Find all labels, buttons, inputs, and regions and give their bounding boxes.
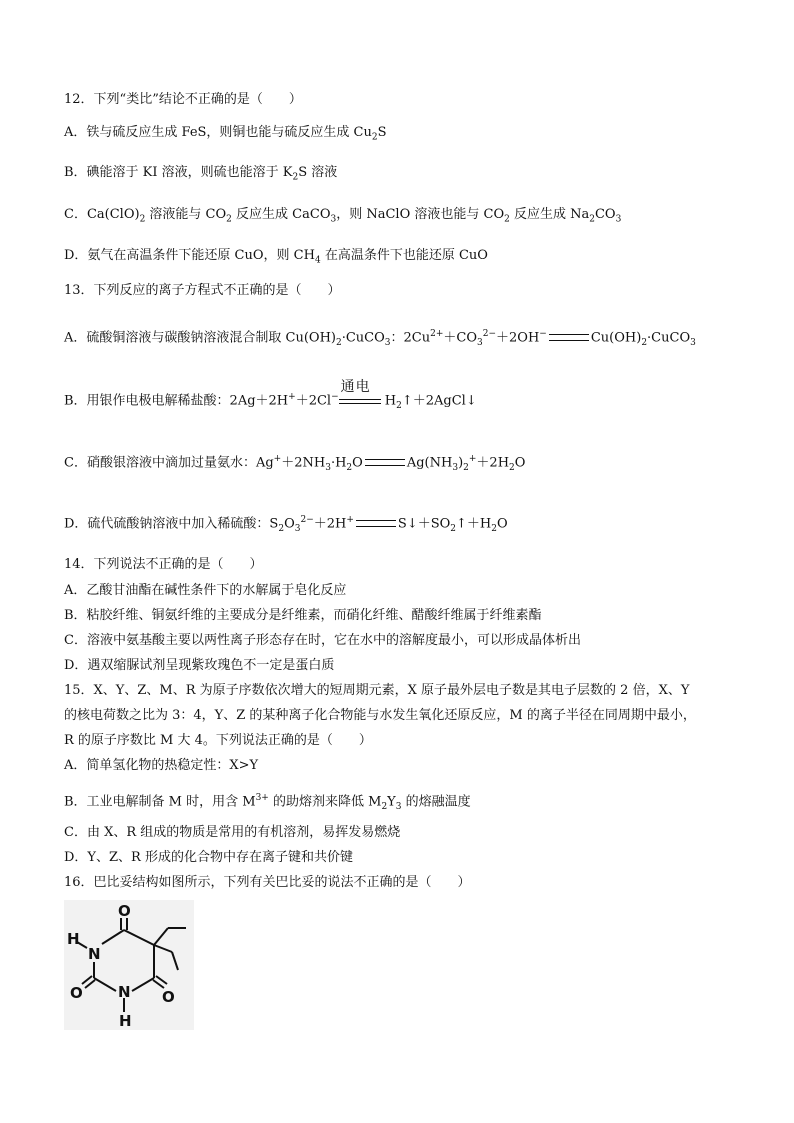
equals-sign bbox=[356, 520, 396, 527]
q14-option-a[interactable]: A．乙酸甘油酯在碱性条件下的水解属于皂化反应 bbox=[64, 583, 347, 598]
q15-option-c[interactable]: C．由 X、R 组成的物质是常用的有机溶剂，易挥发易燃烧 bbox=[64, 825, 401, 840]
barbital-structure bbox=[64, 900, 194, 1030]
atom-o-left: O bbox=[70, 984, 83, 1002]
ring-bonds bbox=[94, 930, 154, 991]
ethyl-2-bond-2 bbox=[172, 952, 178, 970]
atom-h-bottom: H bbox=[119, 1012, 132, 1030]
q14-stem: 14．下列说法不正确的是（ ） bbox=[64, 557, 263, 572]
q13-option-d[interactable]: D．硫代硫酸钠溶液中加入稀硫酸：$S_2O_3^{2-}+2H^+$ $S↓+SO_2↑+H_2O$ bbox=[64, 515, 508, 534]
q12-option-a[interactable]: A．铁与硫反应生成 FeS，则铜也能与硫反应生成 $Cu_2S$ bbox=[64, 125, 387, 143]
atom-h-left: H bbox=[67, 930, 80, 948]
q12-option-b[interactable]: B．碘能溶于 KI 溶液，则硫也能溶于 $K_2S$ 溶液 bbox=[64, 165, 338, 183]
q15-option-b[interactable]: B．工业电解制备 M 时，用含 $M^{3+}$ 的助熔剂来降低 $M_2Y_3$ 的熔融温度 bbox=[64, 793, 471, 812]
ethyl-2-bond-1 bbox=[154, 945, 172, 952]
q13-option-c[interactable]: C．硝酸银溶液中滴加过量氨水：$Ag^++2NH_3\cdot H_2O$ $Ag(NH_3)_2^++2H_2O$ bbox=[64, 454, 526, 473]
atom-o-top: O bbox=[118, 902, 131, 920]
q15-stem-line-2: 的核电荷数之比为 3：4，Y、Z 的某种离子化合物能与水发生氧化还原反应，M 的离子半径在同周期中最小， bbox=[64, 708, 696, 723]
q15-stem-line-3: R 的原子序数比 M 大 4。下列说法正确的是（ ） bbox=[64, 733, 372, 748]
reaction-condition-label: 通电 bbox=[340, 378, 371, 395]
q15-stem-line-1: 15．X、Y、Z、M、R 为原子序数依次增大的短周期元素，X 原子最外层电子数是其电子层数的 2 倍，X、Y bbox=[64, 683, 690, 698]
bond-n1-c6 bbox=[102, 930, 124, 944]
atom-n-bottom: N bbox=[118, 983, 131, 1001]
q12-option-c[interactable]: C．$Ca(ClO)_2$ 溶液能与 $CO_2$ 反应生成 CaCO$_3$，则 NaClO 溶液也能与 $CO_2$ 反应生成 $Na_2CO_3$ bbox=[64, 207, 622, 225]
q13-stem: 13．下列反应的离子方程式不正确的是（ ） bbox=[64, 283, 341, 298]
q14-option-d[interactable]: D．遇双缩脲试剂呈现紫玫瑰色不一定是蛋白质 bbox=[64, 658, 335, 673]
ethyl-1-bond-1 bbox=[154, 928, 168, 945]
q12-stem: 12．下列“类比”结论不正确的是（ ） bbox=[64, 92, 302, 107]
equals-sign bbox=[365, 459, 405, 466]
q12-option-d[interactable]: D．氨气在高温条件下能还原 CuO，则 $CH_4$ 在高温条件下也能还原 CuO bbox=[64, 248, 488, 266]
bond-c4-n3 bbox=[132, 978, 154, 991]
atom-n-left: N bbox=[88, 945, 101, 963]
q14-option-c[interactable]: C．溶液中氨基酸主要以两性离子形态存在时，它在水中的溶解度最小，可以形成晶体析出 bbox=[64, 633, 581, 648]
q13-option-a[interactable]: A．硫酸铜溶液与碳酸钠溶液混合制取 $Cu(OH)_2\cdot CuCO_3$：$2Cu^{2+}+CO_3^{2-}+2OH^-$ $Cu(OH)_2\cdot CuCO_3$ bbox=[64, 329, 696, 348]
q14-option-b[interactable]: B．粘胶纤维、铜氨纤维的主要成分是纤维素，而硝化纤维、醋酸纤维属于纤维素酯 bbox=[64, 608, 542, 623]
q15-option-d[interactable]: D．Y、Z、R 形成的化合物中存在离子键和共价键 bbox=[64, 850, 353, 865]
reaction-condition-arrow bbox=[339, 378, 381, 410]
q13-option-b[interactable]: B．用银作电极电解稀盐酸：2Ag＋2H+＋2Cl− 通电 $H_2↑+2AgCl↓$ bbox=[64, 378, 477, 411]
bond-n3-c2 bbox=[94, 978, 116, 991]
atom-o-right: O bbox=[162, 988, 175, 1006]
q16-stem: 16．巴比妥结构如图所示，下列有关巴比妥的说法不正确的是（ ） bbox=[64, 875, 471, 890]
bond-c6-c5 bbox=[124, 930, 154, 945]
barbital-structure-svg bbox=[64, 900, 194, 1030]
equals-sign bbox=[549, 334, 589, 341]
ethyl-bonds bbox=[154, 928, 186, 970]
q15-option-a[interactable]: A．简单氢化物的热稳定性：X>Y bbox=[64, 758, 259, 773]
